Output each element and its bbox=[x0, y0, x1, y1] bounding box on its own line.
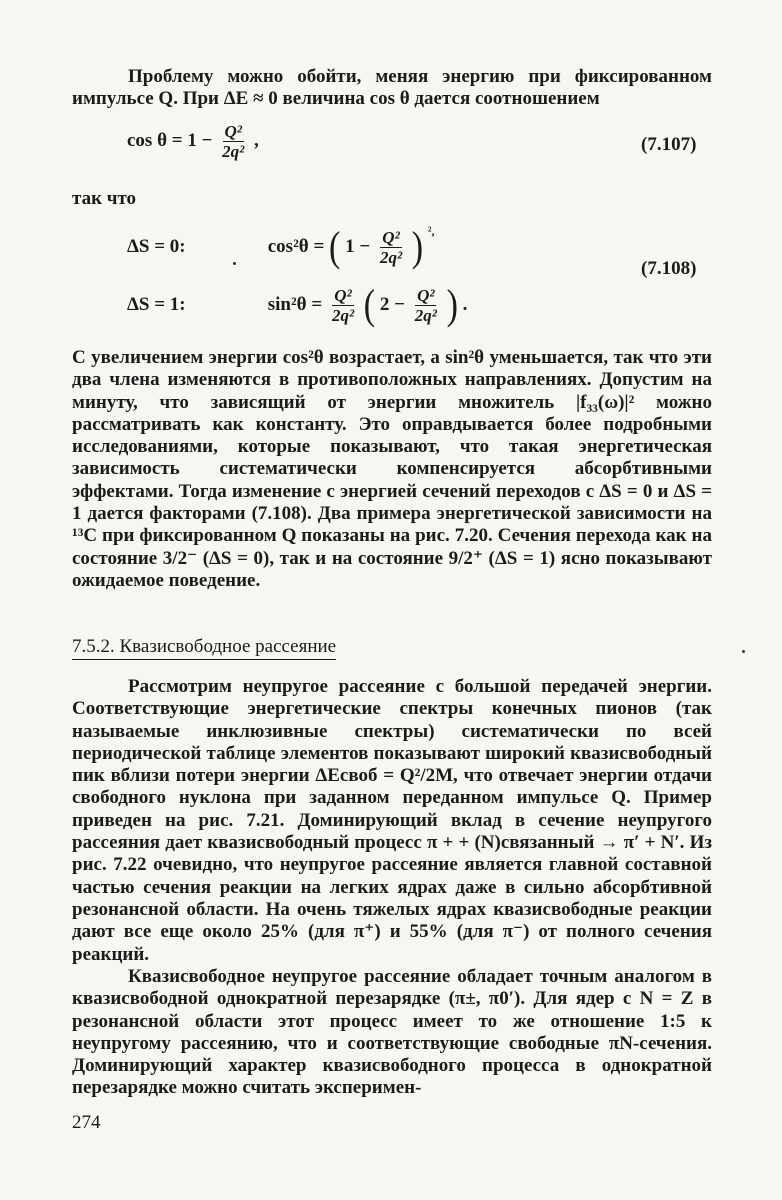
fraction-denominator: 2q² bbox=[222, 142, 245, 161]
close-paren-glyph: ) bbox=[446, 281, 458, 328]
fraction-numerator: Q² bbox=[382, 228, 400, 247]
paragraph-charge-exchange bbox=[72, 966, 712, 1100]
delta-s-label: ΔS = 1: bbox=[127, 293, 186, 315]
paragraph-energy bbox=[72, 347, 712, 592]
fraction-numerator: Q² bbox=[417, 286, 435, 305]
paragraph-text: Проблему можно обойти, меняя энергию при фиксированном импульсе Q. При ΔE ≈ 0 величина cos θ дается соотношением bbox=[72, 66, 712, 110]
paragraph-text: С увеличением энергии cos²θ возрастает, а sin²θ уменьшается, так что эти два члена изменяются в противоположных направлениях. Допустим на минуту, что зависящий от энергии множитель |f₃₃(ω)|² можно рассматривать как константу. Это оправдывается более подробными исследованиями, которые показывают, что такая энергетическая зависимость систематически компенсируется абсорбтивными эффектами. Тогда изменение с энергией сечений переходов с ΔS = 0 и ΔS = 1 дается факторами (7.108). Два примера энергетической зависимости на ¹³C при фиксированном Q показаны на рис. 7.20. Сечения перехода как на состояние 3/2⁻ (ΔS = 0), так и на состояние 9/2⁺ (ΔS = 1) ясно показывают ожидаемое поведение. bbox=[72, 347, 712, 591]
eq-lhs: sin²θ = bbox=[267, 293, 323, 315]
fraction bbox=[378, 228, 404, 267]
eq-inner: 2 − bbox=[379, 293, 405, 315]
fraction-denominator: 2q² bbox=[414, 306, 437, 325]
speck-mark bbox=[233, 262, 236, 265]
page-number: 274 bbox=[72, 1112, 101, 1133]
paragraph-text: Рассмотрим неупругое рассеяние с большой передачей энергии. Соответствующие энергетические спектры конечных пионов (так называемые инклюзивные спектры) систематически по всей периодической таблице элементов показывают широкий квазисвободный пик вблизи потери энергии ΔEсвоб = Q²/2M, что отвечает энергии отдачи свободного нуклона при заданном переданном импульсе Q. Пример приведен на рис. 7.21. Доминирующий вклад в сечение неупругого рассеяния дает квазисвободный процесс π + + (N)связанный → π′ + N′. Из рис. 7.22 очевидно, что неупругое рассеяние является главной составной частью сечения реакции на легких ядрах даже в сильно абсорбтивной резонансной области. На очень тяжелых ядрах квазисвободные реакции дают все еще около 25% (для π⁺) и 55% (для π⁻) от полного сечения реакций. bbox=[72, 676, 712, 965]
fraction bbox=[413, 286, 439, 325]
paragraph-quasifree bbox=[72, 676, 712, 966]
connector-text bbox=[72, 188, 712, 210]
paragraph-text: Квазисвободное неупругое рассеяние обладает точным аналогом в квазисвободной однократной перезарядке (π±, π0′). Для ядер с N = Z в резонансной области этот процесс имеет то же отношение 1:5 к неупругому рассеянию, что и соответствующие свободные πN-сечения. Доминирующий характер квазисвободного процесса в однократной перезарядке можно считать эксперимен- bbox=[72, 966, 712, 1099]
fraction-denominator: 2q² bbox=[331, 306, 355, 325]
eq-tail: , bbox=[254, 129, 259, 151]
section-heading: 7.5.2. Квазисвободное рассеяние bbox=[72, 636, 336, 660]
eq-lhs: cos²θ = bbox=[267, 235, 325, 257]
eq-inner: 1 − bbox=[345, 235, 371, 257]
fraction-denominator: 2q² bbox=[379, 248, 403, 267]
equation-number: (7.107) bbox=[641, 134, 697, 155]
open-paren-glyph: ( bbox=[329, 223, 341, 270]
equation-7-107 bbox=[127, 122, 259, 161]
paragraph-intro bbox=[72, 66, 712, 111]
close-paren-glyph: ) bbox=[411, 223, 424, 270]
fraction bbox=[220, 122, 246, 161]
speck-mark bbox=[742, 650, 745, 653]
open-paren-glyph: ( bbox=[363, 281, 376, 328]
fraction-numerator: Q² bbox=[334, 286, 352, 305]
connector-label: так что bbox=[72, 188, 137, 209]
eq-tail: . bbox=[462, 293, 468, 315]
delta-s-label: ΔS = 0: bbox=[127, 235, 186, 257]
fraction bbox=[330, 286, 356, 325]
eq-lhs: cos θ = 1 − bbox=[127, 129, 213, 151]
fraction-numerator: Q² bbox=[224, 122, 242, 141]
equation-7-108-row-2 bbox=[127, 281, 468, 328]
equation-number: (7.108) bbox=[641, 258, 697, 279]
eq-tail: ², bbox=[427, 224, 435, 238]
equation-7-108-row-1 bbox=[127, 223, 435, 270]
